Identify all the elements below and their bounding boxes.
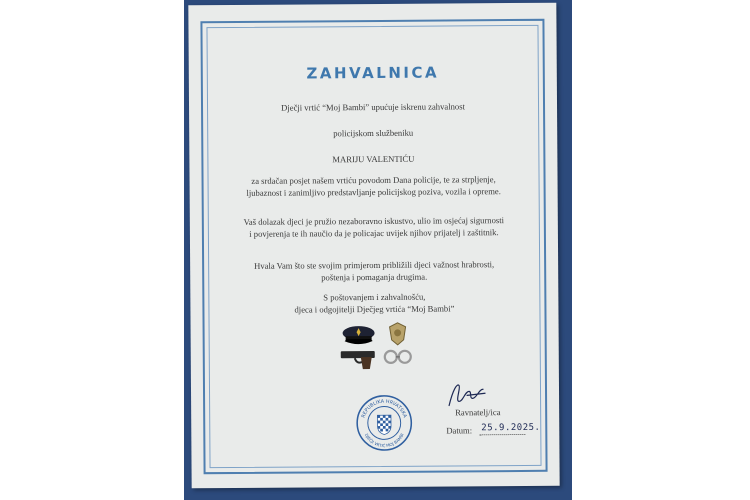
closing-line: S poštovanjem i zahvalnošću, (323, 291, 426, 303)
signature-caption: Ravnatelj/ica (455, 407, 501, 418)
recipient-name: MARIJU VALENTIĆU (332, 153, 415, 165)
date-value: 25.9.2025. (481, 422, 541, 434)
closing-signers: djeca i odgojitelji Dječjeg vrtića “Moj Bambi” (294, 303, 455, 315)
certificate-paper (188, 3, 559, 489)
coat-of-arms-icon (377, 415, 391, 434)
paragraph-thanks: Hvala Vam što ste svojim primjerom približili djeci važnost hrabrosti, poštenja i pomaganja drugima. (254, 259, 495, 283)
handwritten-signature (445, 379, 489, 409)
official-seal (355, 394, 413, 452)
svg-text:REPUBLIKA HRVATSKA: REPUBLIKA HRVATSKA (361, 399, 407, 419)
paragraph-experience: Vaš dolazak djeci je pružio nezaboravno iskustvo, ulio im osjećaj sigurnosti i povjerenja te ih naučio da je policajac uvijek njihov prijatelj i zaštitnik. (243, 215, 505, 239)
police-badge-icon (389, 322, 407, 346)
police-cap-icon (341, 324, 377, 346)
recipient-role: policijskom službeniku (333, 127, 414, 139)
svg-text:DJEČJI VRTIĆ MOJ BAMBI: DJEČJI VRTIĆ MOJ BAMBI (363, 432, 405, 449)
certificate-title: ZAHVALNICA (306, 63, 440, 83)
paragraph-visit: za srdačan posjet našem vrtiću povodom Dana policije, te za strpljenje, ljubaznost i zanimljivo predstavljanje policijskog poziva, vozila i opreme. (246, 174, 501, 198)
pistol-icon (339, 348, 379, 370)
intro-line: Dječji vrtić “Moj Bambi” upućuje iskrenu zahvalnost (281, 101, 465, 113)
date-label: Datum: (446, 425, 473, 436)
handcuffs-icon (383, 348, 413, 366)
